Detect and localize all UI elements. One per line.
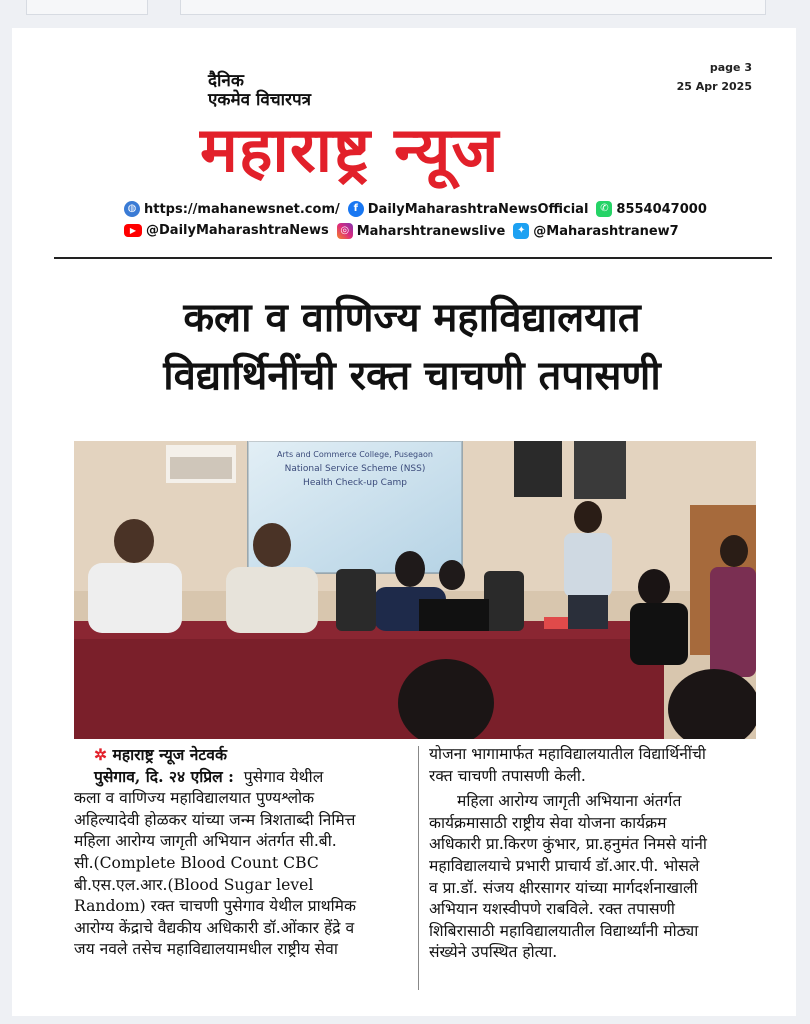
article-line: महिला आरोग्य जागृती अभियाना अंतर्गत [457,792,682,811]
tagline-line1: दैनिक [208,71,244,91]
page-date: 25 Apr 2025 [676,80,752,93]
article-line: अधिकारी प्रा.किरण कुंभार, प्रा.हनुमंत निमसे यांनी [429,835,707,854]
globe-icon: ◍ [124,201,140,217]
youtube-text: @DailyMaharashtraNews [146,223,329,238]
page-number: page 3 [709,61,752,74]
article-byline [74,744,407,766]
masthead-title: महाराष्ट्र न्यूज [200,113,500,186]
column-divider [418,746,419,990]
facebook-text: DailyMaharashtraNewsOfficial [367,201,589,217]
viewer-address-bar[interactable] [180,0,766,15]
twitter-text: @Maharashtranew7 [533,223,679,239]
article-line: महिला आरोग्य जागृती अभियान अंतर्गत सी.बी. [74,832,337,851]
article-line: अभियान यशस्वीपणे राबविले. रक्त तपासणी [429,900,675,919]
article-line: Random) रक्त चाचणी पुसेगाव येथील प्राथमिक [74,897,356,916]
twitter-link[interactable] [513,223,678,239]
whatsapp-text: 8554047000 [616,201,707,217]
newspaper-page [12,28,796,1016]
article-dateline: पुसेगाव, दि. २४ एप्रिल : [94,766,234,786]
headline-line1: कला व वाणिज्य महाविद्यालयात [183,295,641,341]
page-info [677,58,752,96]
article-line: व प्रा.डॉ. संजय क्षीरसागर यांच्या मार्गदर्शनाखाली [429,878,698,897]
article-column-1 [74,744,407,961]
twitter-icon: ✦ [513,223,529,239]
article-line: जय नवले तसेच महाविद्यालयामधील राष्ट्रीय सेवा [74,940,338,959]
article-line: अहिल्यादेवी होळकर यांच्या जन्म त्रिशताब्दी निमित्त [74,810,356,829]
article-line: कला व वाणिज्य महाविद्यालयात पुण्यश्लोक [74,789,315,808]
youtube-link[interactable] [124,223,329,238]
article-line: आरोग्य केंद्राचे वैद्यकीय अधिकारी डॉ.ओंकार हेंद्रे व [74,918,355,937]
instagram-text: Maharshtranewslive [356,223,506,239]
headline-line2: विद्यार्थिनींची रक्त चाचणी तपासणी [163,353,661,399]
contact-row-1 [124,200,715,217]
article-photo [74,441,756,739]
article-line: सी.(Complete Blood Count CBC [74,853,319,872]
viewer-top-bar [0,0,810,24]
screen-text-3: Health Check-up Camp [303,478,407,488]
instagram-icon: ◎ [337,223,353,239]
screen-text-2: National Service Scheme (NSS) [284,464,426,474]
article-line: रक्त चाचणी तपासणी केली. [429,766,586,785]
article-line: योजना भागामार्फत महाविद्यालयातील विद्यार्थिनींची [429,745,706,763]
tagline-line2: एकमेव विचारपत्र [208,90,312,110]
website-text: https://mahanewsnet.com/ [144,201,340,217]
article-line: महाविद्यालयाचे प्रभारी प्राचार्य डॉ.आर.पी. भोसले [429,856,700,875]
star-icon: ✲ [94,745,108,764]
article-line: शिबिरासाठी महाविद्यालयातील विद्यार्थ्यांनी मोठ्या [429,921,699,940]
instagram-link[interactable] [337,223,506,239]
whatsapp-link[interactable] [596,201,706,217]
article-line [74,766,407,789]
facebook-icon: f [348,201,364,217]
photo-illustration [74,441,756,739]
screen-text-1: Arts and Commerce College, Pusegaon [277,450,433,459]
masthead-divider [54,257,772,259]
viewer-tab[interactable] [26,0,148,15]
byline-text: महाराष्ट्र न्यूज नेटवर्क [112,745,227,764]
article-line-text: पुसेगाव येथील [243,767,324,786]
article-line: बी.एस.एल.आर.(Blood Sugar level [74,875,314,894]
article-line: कार्यक्रमासाठी राष्ट्रीय सेवा योजना कार्यक्रम [429,813,667,832]
facebook-link[interactable] [348,201,589,217]
whatsapp-icon: ✆ [596,201,612,217]
website-link[interactable] [124,201,340,217]
contact-row-2 [124,222,687,239]
article-line: संख्येने उपस्थित होत्या. [429,943,558,962]
youtube-icon: ▶ [124,224,142,237]
article-column-2 [429,744,766,964]
